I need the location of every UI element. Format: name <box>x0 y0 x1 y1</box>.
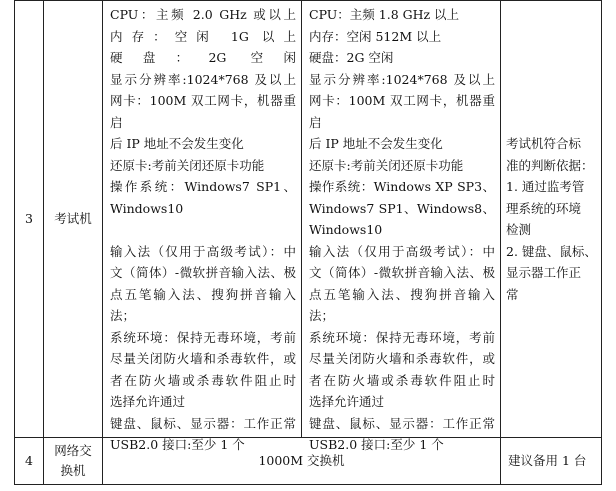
table-right-border <box>601 0 602 485</box>
spec-line: 显示分辨率:1024*768 及以上 <box>309 71 495 87</box>
spec-line: 硬盘：2G 空闲 <box>110 50 296 65</box>
spec-line: 尽量关闭防火墙和杀毒软件，或 <box>110 351 296 366</box>
spec-line: 显示分辨率:1024*768 及以上 <box>110 71 296 87</box>
spec-line: Windows10 <box>309 222 383 237</box>
spec-line: 还原卡:考前关闭还原卡功能 <box>110 157 265 173</box>
note-line: 准的判断依据： <box>506 157 594 173</box>
spec-line: 尽量关闭防火墙和杀毒软件，或 <box>309 351 495 366</box>
device-name-line: 网络交 <box>54 443 92 458</box>
recommended-spec-cell <box>309 4 495 456</box>
spec-line: 输入法（仅用于高级考试）：中 <box>110 243 296 259</box>
note-line: 理系统的环境 <box>506 200 582 216</box>
spec-line: 后 IP 地址不会发生变化 <box>309 136 443 151</box>
spec-line: 者在防火墙或杀毒软件阻止时 <box>309 372 495 388</box>
spec-line: 键盘、鼠标、显示器：工作正常 <box>110 415 296 431</box>
spec-line: 文（简体）-微软拼音输入法、极 <box>309 265 495 280</box>
spec-line: 系统环境：保持无毒环境，考前 <box>309 329 495 345</box>
spec-line: 选择允许通过 <box>110 394 186 409</box>
note-line: 常 <box>506 286 519 302</box>
note-line: 显示器工作正 <box>506 265 582 280</box>
spec-line: 操作系统：Windows XP SP3、 <box>309 179 495 194</box>
spec-line: Windows10 <box>110 200 184 216</box>
spec-line: Windows7 SP1、Windows8、 <box>309 200 495 216</box>
spec-line: 内存：空闲 512M 以上 <box>309 28 442 44</box>
spec-line: 法； <box>309 308 335 323</box>
spec-line: 操作系统：Windows7 SP1、 <box>110 179 296 194</box>
spec-line: 网卡：100M 双工网卡，机器重启 <box>110 93 296 130</box>
criteria-note-cell <box>506 133 598 305</box>
row-index <box>15 1 43 437</box>
spec-line: 文（简体）-微软拼音输入法、极 <box>110 265 296 280</box>
spec-line: 系统环境：保持无毒环境，考前 <box>110 329 296 345</box>
device-name <box>44 1 102 437</box>
minimum-spec-cell <box>110 4 296 456</box>
device-name-line: 换机 <box>60 463 86 478</box>
spec-line: USB2.0 接口:至少 1 个 <box>110 437 245 452</box>
switch-note-cell <box>508 438 600 484</box>
spec-line: 者在防火墙或杀毒软件阻止时 <box>110 372 296 388</box>
spec-line-blank <box>110 219 296 241</box>
column-divider <box>500 0 501 485</box>
column-divider <box>301 0 302 438</box>
row-index <box>15 438 43 484</box>
spec-line: 法； <box>110 308 136 323</box>
note-line: 考试机符合标 <box>506 136 582 151</box>
switch-note-text: 建议备用 1 台 <box>508 453 587 469</box>
device-name <box>44 438 102 484</box>
spec-line: CPU：主频 2.0 GHz 或以上 <box>110 7 296 22</box>
note-line: 检测 <box>506 222 532 237</box>
spec-line: 网卡：100M 双工网卡，机器重启 <box>309 93 495 130</box>
spec-line: 点五笔输入法、搜狗拼音输入 <box>110 286 296 302</box>
spec-line: CPU：主频 1.8 GHz 以上 <box>309 7 460 22</box>
spec-line: 选择允许通过 <box>309 394 385 409</box>
row-index-text: 3 <box>25 211 33 227</box>
spec-line: 输入法（仅用于高级考试）：中 <box>309 243 495 259</box>
spec-line: 键盘、鼠标、显示器：工作正常 <box>309 415 495 431</box>
spec-line: 还原卡:考前关闭还原卡功能 <box>309 157 464 173</box>
spec-line: 硬盘：2G 空闲 <box>309 50 394 65</box>
spec-line: USB2.0 接口:至少 1 个 <box>309 437 444 452</box>
column-divider <box>102 0 103 485</box>
spec-line: 点五笔输入法、搜狗拼音输入 <box>309 286 495 302</box>
spec-line: 后 IP 地址不会发生变化 <box>110 136 244 151</box>
spec-line: 内存：空闲 1G 以上 <box>110 28 296 44</box>
note-line: 2. 键盘、鼠标、 <box>506 243 597 259</box>
switch-spec-cell <box>103 438 500 484</box>
switch-spec-text: 1000M 交换机 <box>258 453 345 469</box>
note-line: 1. 通过监考管 <box>506 179 585 194</box>
device-name-text: 考试机 <box>54 211 92 227</box>
row-index-text: 4 <box>25 453 33 469</box>
